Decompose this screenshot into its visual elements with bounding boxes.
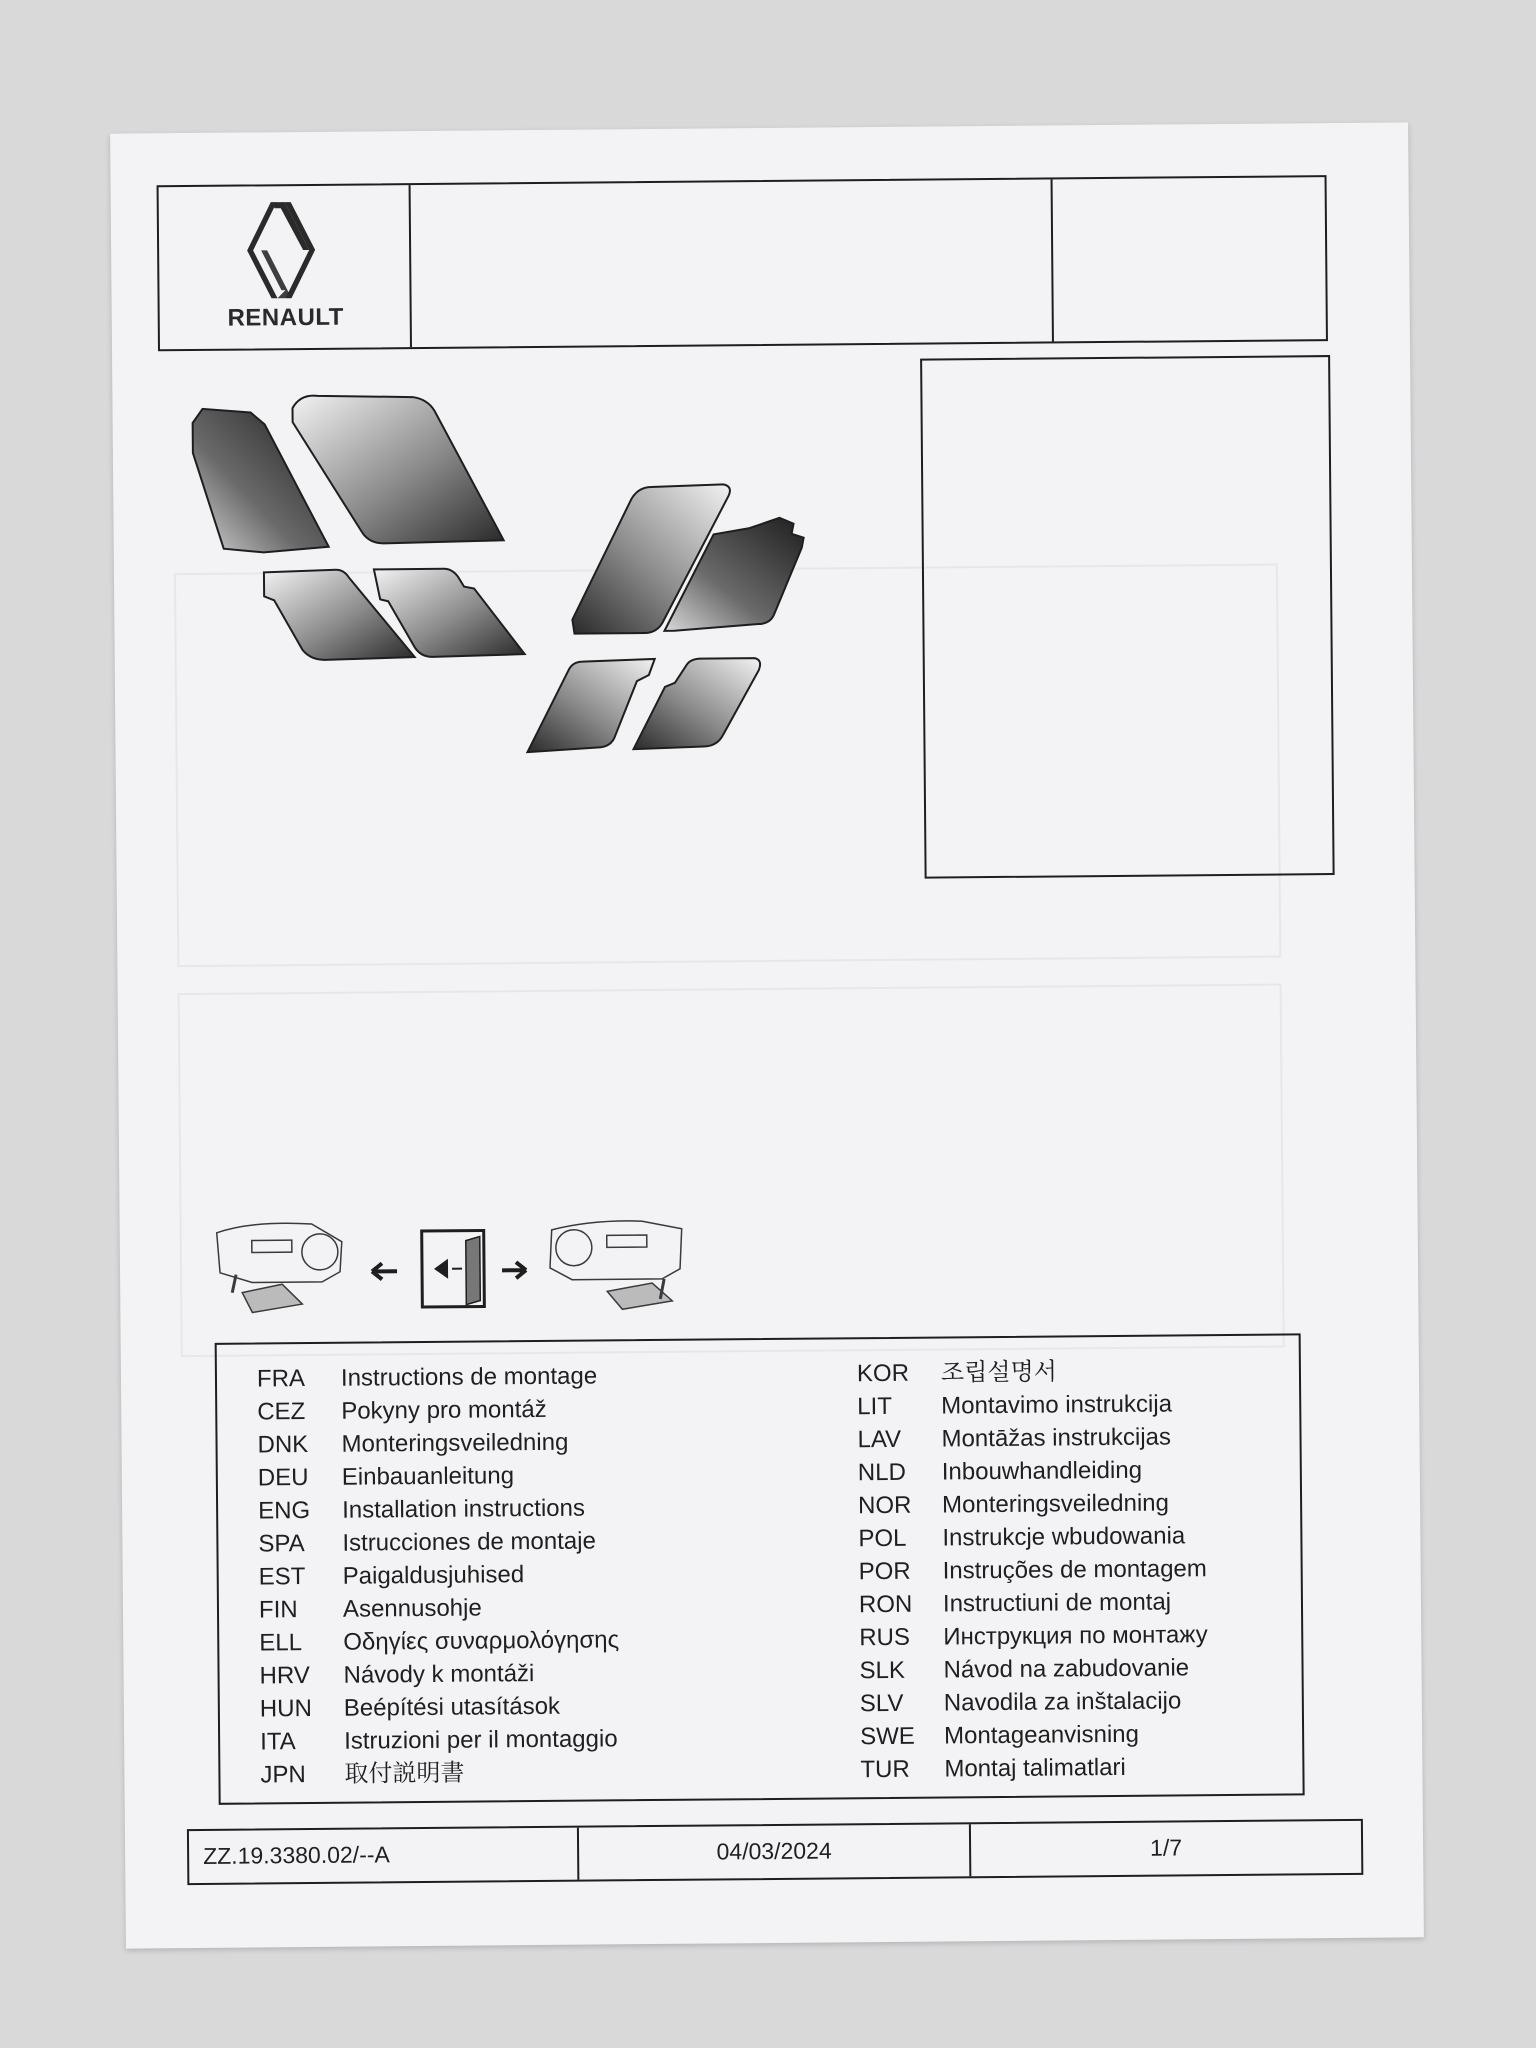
language-row [259, 1623, 619, 1659]
language-row [859, 1618, 1208, 1654]
language-label: Navodila za inštalacijo [943, 1687, 1182, 1717]
languages-table [215, 1333, 1305, 1804]
language-code: NOR [857, 1491, 912, 1520]
language-row [258, 1491, 618, 1527]
language-row [858, 1453, 1207, 1489]
renault-diamond-logo-icon [241, 198, 322, 303]
language-label: Paigaldusjuhised [342, 1561, 525, 1590]
language-row [860, 1750, 1209, 1786]
language-row [860, 1717, 1209, 1753]
language-code: HUN [259, 1694, 312, 1723]
language-code: KOR [856, 1359, 910, 1388]
language-row [857, 1420, 1206, 1456]
language-label: Monteringsveiledning [341, 1428, 569, 1458]
language-row [260, 1755, 620, 1791]
footer-table [187, 1819, 1363, 1885]
language-label: Návod na zabudovanie [943, 1654, 1190, 1684]
language-row [258, 1458, 618, 1494]
language-label: Asennusohje [342, 1594, 482, 1623]
language-code: RUS [859, 1623, 911, 1652]
language-code: SWE [860, 1722, 915, 1751]
language-code: LIT [857, 1392, 893, 1421]
language-code: TUR [860, 1755, 910, 1784]
language-label: Pokyny pro montáž [341, 1395, 547, 1425]
language-row [257, 1425, 617, 1461]
language-label: Istruzioni per il montaggio [344, 1725, 618, 1755]
language-label: Einbauanleitung [341, 1462, 515, 1491]
header-table [157, 175, 1328, 351]
language-row [858, 1519, 1207, 1555]
language-row [259, 1590, 619, 1626]
dashboard-mat-removal-pictogram-icon [212, 1208, 753, 1323]
language-row [859, 1651, 1208, 1687]
language-row [259, 1656, 619, 1692]
language-code: FRA [256, 1365, 306, 1393]
language-row [260, 1722, 620, 1758]
language-row [260, 1689, 620, 1725]
language-label: Montageanvisning [944, 1720, 1140, 1750]
language-label: Montaj talimatlari [944, 1753, 1126, 1783]
language-code: SPA [258, 1530, 305, 1558]
language-code: POR [858, 1557, 911, 1586]
language-code: ELL [259, 1629, 303, 1657]
language-code: DNK [257, 1431, 309, 1459]
language-code: POL [858, 1524, 907, 1553]
languages-right-column [857, 1354, 1209, 1786]
page-number: 1/7 [1149, 1834, 1183, 1861]
language-code: LAV [857, 1425, 902, 1454]
language-code: DEU [257, 1464, 309, 1492]
language-row [860, 1684, 1209, 1720]
language-row [859, 1552, 1208, 1588]
language-code: ITA [260, 1728, 296, 1756]
language-label: Οδηγίες συναρμολόγησης [343, 1626, 620, 1656]
language-row [257, 1359, 617, 1395]
language-code: FIN [258, 1596, 298, 1624]
language-row [259, 1557, 619, 1593]
language-label: Instrukcje wbudowania [942, 1522, 1186, 1552]
language-label: Installation instructions [342, 1494, 586, 1524]
language-row [258, 1524, 618, 1560]
floor-mats-illustration-icon [172, 367, 857, 893]
language-code: RON [858, 1590, 913, 1619]
language-row [857, 1354, 1206, 1390]
language-label: Инструкция по монтажу [943, 1621, 1208, 1651]
language-label: 조립설명서 [940, 1358, 1057, 1387]
instruction-sheet [110, 122, 1424, 1948]
title-cell [411, 179, 1054, 347]
language-label: Monteringsveiledning [941, 1489, 1170, 1519]
language-code: ENG [258, 1497, 311, 1525]
language-code: HRV [259, 1662, 310, 1690]
language-label: Montavimo instrukcija [941, 1390, 1173, 1420]
document-reference: ZZ.19.3380.02/--A [189, 1828, 579, 1883]
vehicle-image-box [920, 355, 1335, 879]
language-row [858, 1486, 1207, 1522]
language-row [859, 1585, 1208, 1621]
language-code: SLV [859, 1689, 904, 1718]
language-label: Instruções de montagem [942, 1555, 1207, 1585]
language-label: Beépítési utasítások [343, 1692, 561, 1722]
language-code: SLK [859, 1656, 906, 1685]
logo-cell [159, 185, 412, 349]
language-label: Istrucciones de montaje [342, 1527, 596, 1557]
language-label: Instructiuni de montaj [942, 1588, 1172, 1618]
language-label: Instructions de montage [340, 1362, 598, 1392]
language-code: CEZ [257, 1398, 306, 1426]
brand-name: RENAULT [227, 303, 345, 332]
language-label: Inbouwhandleiding [941, 1456, 1143, 1486]
languages-left-column [257, 1359, 621, 1791]
document-date: 04/03/2024 [579, 1824, 971, 1879]
language-label: Montāžas instrukcijas [941, 1423, 1172, 1453]
reference-cell [1053, 177, 1326, 341]
language-code: NLD [857, 1458, 906, 1487]
language-label: Návody k montáži [343, 1660, 535, 1689]
language-row [857, 1387, 1206, 1423]
language-label: 取付説明書 [344, 1759, 465, 1788]
language-code: EST [258, 1563, 306, 1591]
language-code: JPN [260, 1761, 306, 1789]
language-row [257, 1392, 617, 1428]
